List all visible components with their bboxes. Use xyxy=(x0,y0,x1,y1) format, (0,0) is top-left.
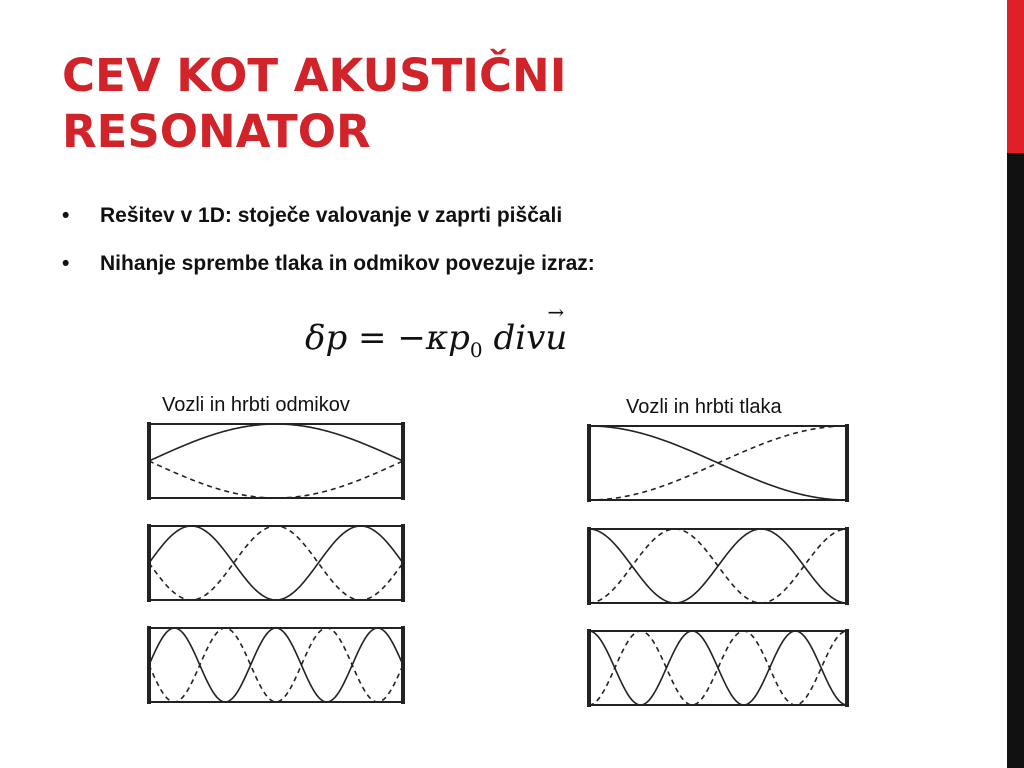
formula-operator: div xyxy=(493,318,546,358)
wave-solid xyxy=(149,424,403,461)
accent-bar-dark xyxy=(1007,153,1024,768)
wave-dashed xyxy=(149,526,403,600)
caption-pressure: Vozli in hrbti tlaka xyxy=(626,396,782,418)
wave-dashed xyxy=(149,461,403,498)
pressure-mode-3-diagram xyxy=(586,627,850,709)
formula xyxy=(305,300,568,362)
formula-equals: = xyxy=(358,318,387,358)
bullet-dot: • xyxy=(62,204,70,227)
formula-subscript: 0 xyxy=(469,337,483,362)
formula-lhs: δp xyxy=(305,318,348,358)
pressure-mode-1-diagram xyxy=(586,422,850,504)
slide-title xyxy=(62,48,962,160)
vector-arrow-icon: → xyxy=(547,300,565,324)
displacement-mode-2-diagram xyxy=(146,522,406,604)
title-line-1: CEV KOT AKUSTIČNI xyxy=(62,49,567,102)
wave-solid xyxy=(149,526,403,600)
formula-rhs: −κp xyxy=(397,318,470,358)
formula-vector xyxy=(545,300,568,358)
title-line-2: RESONATOR xyxy=(62,105,371,158)
bullet-item-2 xyxy=(62,251,595,276)
bullet-item-1 xyxy=(62,203,595,228)
bullet-text-2: Nihanje sprembe tlaka in odmikov povezuje izraz: xyxy=(100,252,595,275)
displacement-mode-3-diagram xyxy=(146,624,406,706)
bullet-dot: • xyxy=(62,252,70,275)
bullet-list xyxy=(62,203,595,276)
caption-displacement: Vozli in hrbti odmikov xyxy=(162,394,350,416)
formula-vector-letter: u xyxy=(545,318,568,358)
displacement-mode-1-diagram xyxy=(146,420,406,502)
pressure-mode-2-diagram xyxy=(586,525,850,607)
accent-bar-red xyxy=(1007,0,1024,153)
wave-dashed xyxy=(589,426,847,500)
wave-dashed xyxy=(589,529,847,603)
bullet-text-1: Rešitev v 1D: stoječe valovanje v zaprti piščali xyxy=(100,204,563,227)
